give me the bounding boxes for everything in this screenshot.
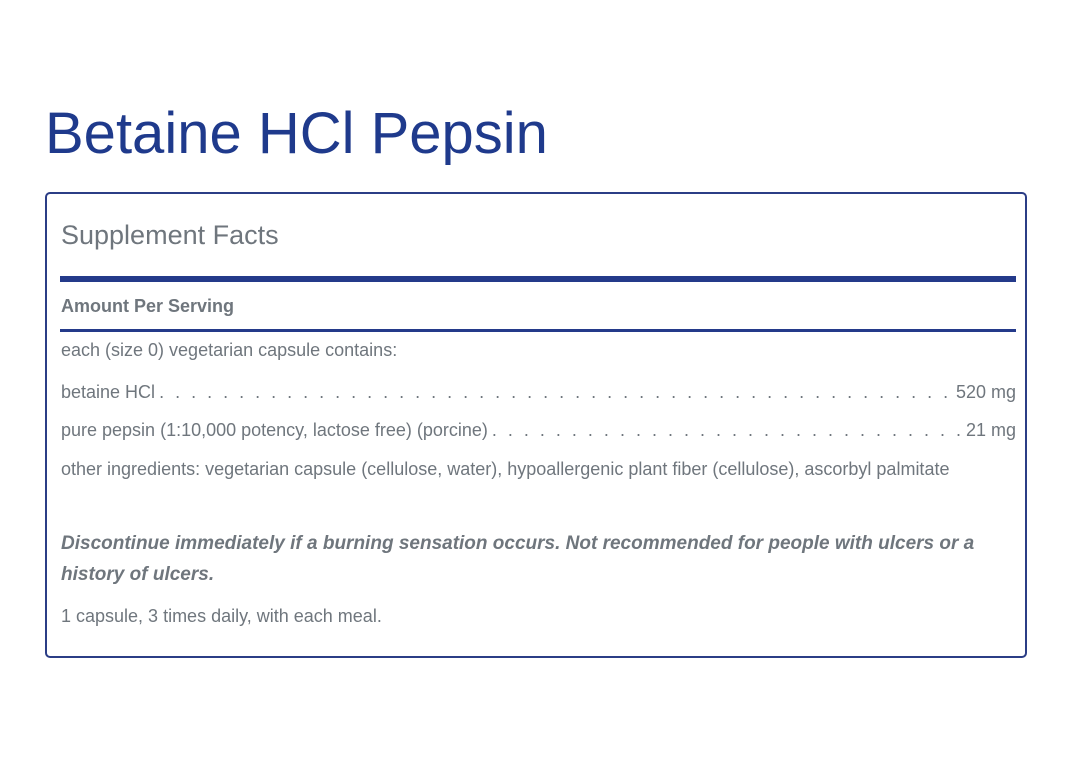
serving-description: each (size 0) vegetarian capsule contains: <box>61 340 398 360</box>
ingredient-name: pure pepsin (1:10,000 potency, lactose free) (porcine) <box>61 420 488 440</box>
supplement-facts-panel <box>45 192 1027 658</box>
thin-divider <box>60 329 1016 332</box>
amount-per-serving-label: Amount Per Serving <box>61 296 235 316</box>
dot-leader <box>159 378 954 406</box>
supplement-facts-heading: Supplement Facts <box>61 220 279 250</box>
warning-text: Discontinue immediately if a burning sensation occurs. Not recommended for people with ulcers or a history of ulcers. <box>61 533 975 585</box>
ingredient-row <box>61 378 1016 406</box>
thick-divider <box>60 276 1016 282</box>
ingredient-row <box>61 416 1016 444</box>
other-ingredients-text: other ingredients: vegetarian capsule (cellulose, water), hypoallergenic plant fiber (cellulose), ascorbyl palmitate <box>61 459 950 479</box>
directions-text: 1 capsule, 3 times daily, with each meal. <box>61 606 382 626</box>
ingredient-name: betaine HCl <box>61 382 156 402</box>
ingredient-amount: 21 mg <box>965 420 1016 440</box>
product-title: Betaine HCl Pepsin <box>45 101 548 166</box>
dot-leader <box>492 416 964 444</box>
ingredient-amount: 520 mg <box>955 382 1016 402</box>
